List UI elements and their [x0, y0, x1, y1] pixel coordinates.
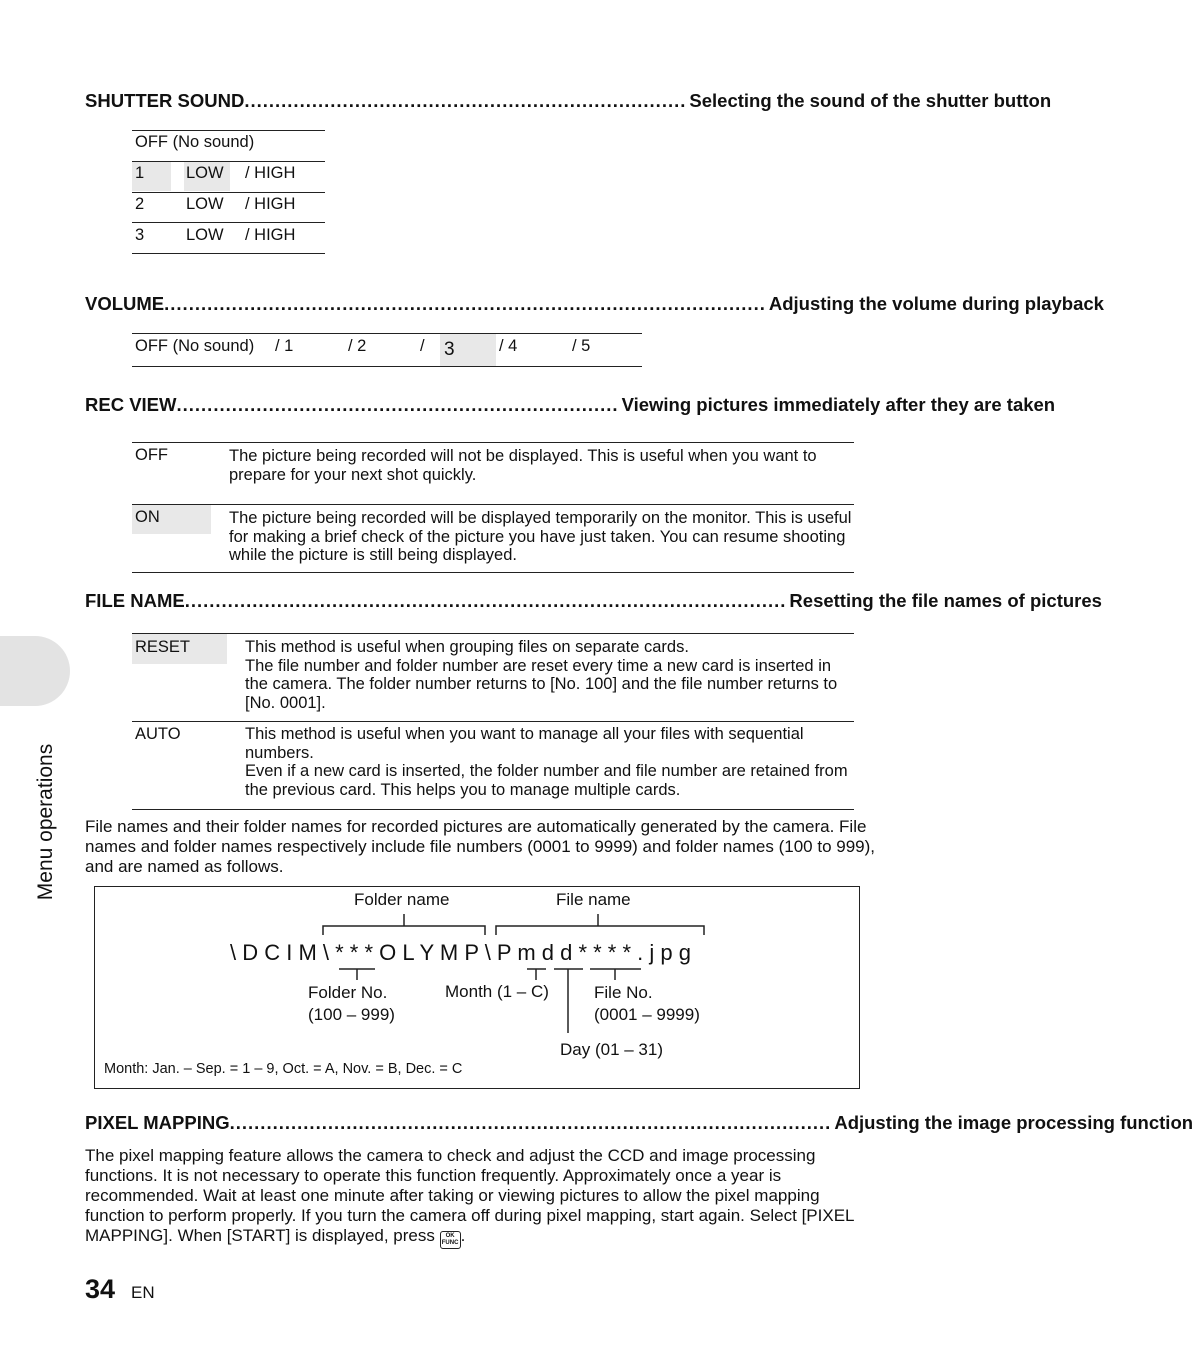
option-number: 1 — [135, 164, 145, 182]
file-name-bracket — [496, 926, 704, 935]
month-code-note: Month: Jan. – Sep. = 1 – 9, Oct. = A, Nov. = B, Dec. = C — [104, 1061, 463, 1077]
pixel-mapping-title: PIXEL MAPPING — [85, 1112, 230, 1133]
language-code: EN — [131, 1283, 155, 1302]
option-low: LOW — [186, 195, 224, 213]
file-name-intro: File names and their folder names for recorded pictures are automatically generated by the camera. File names and folder names respectively include file numbers (0001 to 9999) and folder names (100 to 999), and are named as follows. — [85, 817, 876, 876]
pixel-mapping-description: Adjusting the image processing function — [834, 1112, 1193, 1133]
folder-no-label — [308, 982, 395, 1026]
pixel-mapping-heading — [85, 1112, 1193, 1138]
shutter-sound-title: SHUTTER SOUND — [85, 90, 245, 111]
volume-option-selected: 3 — [444, 339, 455, 360]
ok-func-button-icon — [440, 1231, 461, 1249]
rec-view-off-description: The picture being recorded will not be displayed. This is useful when you want to prepare for your next shot quickly. — [229, 447, 817, 484]
description-line: Even if a new card is inserted, the folder number and file number are retained from the previous card. This helps you to manage multiple cards. — [245, 762, 848, 799]
file-no-label — [594, 982, 700, 1026]
volume-option: / 1 — [275, 337, 294, 355]
option-high: / HIGH — [245, 226, 296, 244]
rec-view-description: Viewing pictures immediately after they are taken — [621, 394, 1056, 415]
folder-no-title: Folder No. — [308, 983, 388, 1002]
rec-view-option-on: ON — [135, 508, 160, 526]
func-label: FUNC — [441, 1240, 459, 1246]
rec-view-on-description: The picture being recorded will be displayed temporarily on the monitor. This is useful for making a brief check of the picture you have just taken. You can resume shooting while the picture is still being displayed. — [229, 509, 852, 564]
option-low: LOW — [186, 164, 224, 182]
leader-dots: ........................................................................ — [244, 90, 687, 111]
file-name-description: Resetting the file names of pictures — [789, 590, 1102, 611]
leader-dots: .................................................................................................. — [164, 293, 766, 314]
description-line: This method is useful when you want to manage all your files with sequential numbers. — [245, 725, 804, 762]
file-no-title: File No. — [594, 983, 653, 1002]
rec-view-title: REC VIEW — [85, 394, 177, 415]
volume-option: / 4 — [499, 337, 518, 355]
option-number: 2 — [135, 195, 145, 213]
shutter-sound-description: Selecting the sound of the shutter button — [689, 90, 1052, 111]
rec-view-option-off: OFF — [135, 446, 168, 464]
volume-description: Adjusting the volume during playback — [768, 293, 1104, 314]
pixel-mapping-text: The pixel mapping feature allows the camera to check and adjust the CCD and image processing functions. It is not necessary to operate this function frequently. Approximately once a year is recommended. Wait at least one minute after taking or viewing pictures to allow the pixel mapping function to perform properly. If you turn the camera off during pixel mapping, start again. Select [PIXEL MAPPING]. When [START] is displayed, press — [85, 1146, 854, 1245]
pixel-mapping-body — [85, 1146, 875, 1249]
folder-name-label: Folder name — [354, 890, 450, 909]
volume-option: / 2 — [348, 337, 367, 355]
volume-title: VOLUME — [85, 293, 165, 314]
description-line: The file number and folder number are reset every time a new card is inserted in the camera. The folder number returns to [No. 100] and the file number returns to [No. 0001]. — [245, 656, 838, 712]
option-high: / HIGH — [245, 195, 296, 213]
file-name-label: File name — [556, 890, 631, 909]
day-label: Day (01 – 31) — [560, 1040, 663, 1059]
file-name-option-reset: RESET — [135, 638, 191, 656]
file-name-option-auto: AUTO — [135, 725, 181, 743]
leader-dots: ........................................................................ — [176, 394, 619, 415]
page-number: 34 — [85, 1274, 116, 1304]
file-name-title: FILE NAME — [85, 590, 185, 611]
side-tab-label: Menu operations — [34, 743, 57, 901]
option-number: 3 — [135, 226, 145, 244]
leader-dots: .................................................................................................. — [229, 1112, 832, 1133]
sentence-end: . — [460, 1226, 466, 1245]
volume-option: OFF (No sound) — [135, 337, 255, 355]
option-off: OFF (No sound) — [135, 133, 255, 151]
volume-option: / 5 — [572, 337, 591, 355]
option-high: / HIGH — [245, 164, 296, 182]
file-path: \ D C I M \ * * * O L Y M P \ P m d d * * * * . j p g — [230, 940, 691, 965]
folder-no-range: (100 – 999) — [308, 1005, 395, 1024]
volume-option: / — [420, 337, 425, 355]
ok-label: OK — [445, 1233, 455, 1239]
option-low: LOW — [186, 226, 224, 244]
leader-dots: .................................................................................................. — [184, 590, 787, 611]
month-label: Month (1 – C) — [445, 982, 549, 1001]
file-no-range: (0001 – 9999) — [594, 1005, 700, 1024]
description-line: This method is useful when grouping files on separate cards. — [245, 638, 689, 656]
folder-name-bracket — [323, 926, 485, 935]
